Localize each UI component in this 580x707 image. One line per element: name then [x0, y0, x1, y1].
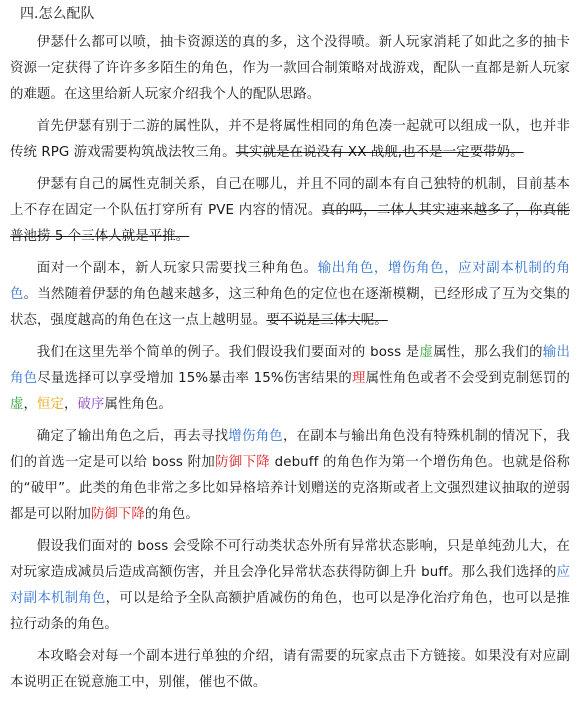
text: 的角色。	[144, 507, 199, 522]
highlight-roles: 输出角色，增伤角色，应对副本机制的角色	[10, 261, 570, 302]
text: 尽量选择可以享受增加 15%暴击率 15%伤害结果的	[37, 371, 353, 386]
separator: ，	[63, 397, 78, 412]
text: 伊瑟有自己的属性克制关系，自己在哪儿，并且不同的副本有自己独特的机制，目前基本上不存在固定一个队伍打穿所有 PVE 内容的情况。	[10, 177, 570, 218]
text: debuff 的角色作为第一个增伤角色。也就是俗称的“破甲”。此类的角色非常之多比如异格培养计划赠送的克洛斯或者上文强烈建议抽取的逆弱都是可以附加	[10, 455, 571, 522]
attribute-void: 虚	[419, 345, 434, 360]
attribute-reason: 理	[352, 371, 366, 386]
text: ，在副本与输出角色没有特殊机制的情况下，我们的首选一定是可以给 boss 附加	[10, 429, 570, 470]
attribute-void: 虚	[10, 397, 24, 412]
strikethrough-text: 其实就是在说没有 XX 战舰,也不是一定要带奶。	[235, 145, 524, 160]
separator: ，	[23, 397, 37, 412]
text: 我们在这里先举个简单的例子。我们假设我们要面对的 boss 是	[36, 345, 420, 360]
attribute-disorder: 破序	[77, 397, 105, 412]
highlight-mechanic-role: 应对副本机制角色	[10, 565, 570, 606]
paragraph-restraint	[10, 172, 570, 250]
section-heading: 四.怎么配队	[20, 6, 95, 22]
highlight-defense-down: 防御下降	[90, 507, 145, 522]
paragraph-three-roles	[10, 256, 570, 334]
strikethrough-text: 要不说是三体大呢。	[266, 313, 388, 328]
strikethrough-text: 真的吗，二体人其实速来越多了，你真能普池捞 5 个三体人就是平推。	[10, 203, 570, 244]
text: 属性，那么我们的	[433, 345, 543, 360]
paragraph-example	[10, 340, 570, 418]
text: 首先伊瑟有别于二游的属性队，并不是将属性相同的角色凑一起就可以组成一队，也并非传统 RPG 游戏需要构筑战法牧三角。	[10, 119, 570, 160]
paragraph-outro: 本攻略会对每一个副本进行单独的介绍，请有需要的玩家点击下方链接。如果没有对应副本说明正在锐意施工中，别催，催也不做。	[10, 649, 570, 690]
highlight-defense-down: 防御下降	[215, 455, 271, 470]
paragraph-buff-role	[10, 424, 570, 528]
highlight-output-role: 输出角色	[10, 345, 570, 386]
highlight-buff-role: 增伤角色	[228, 429, 283, 444]
text: ，可以是给予全队高额护盾减伤的角色，也可以是净化治疗角色，也可以是推拉行动条的角色。	[10, 591, 570, 632]
paragraph-attribute-team	[10, 114, 570, 166]
paragraph-mechanic-role	[10, 534, 570, 638]
attribute-constant: 恒定	[37, 397, 64, 412]
text: 属性角色。	[104, 397, 172, 412]
text: 面对一个副本，新人玩家只需要找三种角色。	[36, 261, 318, 276]
text: 假设我们面对的 boss 会受除不可行动类状态外所有异常状态影响，只是单纯劲儿大，在对玩家造成减员后造成高额伤害，并且会净化异常状态获得防御上升 buff。那么我们选择的	[10, 539, 570, 580]
text: 确定了输出角色之后，再去寻找	[36, 429, 229, 444]
text: 。当然随着伊瑟的角色越来越多，这三种角色的定位也在逐渐模糊，已经形成了互为交集的状态，强度越高的角色在这一点上越明显。	[10, 287, 570, 328]
text: 属性角色或者不会受到克制惩罚的	[365, 371, 570, 386]
paragraph-intro: 伊瑟什么都可以喷，抽卡资源送的真的多，这个没得喷。新人玩家消耗了如此之多的抽卡资源一定获得了许许多多陌生的角色，作为一款回合制策略对战游戏，配队一直都是新人玩家的难题。在这里给新人玩家介绍我个人的配队思路。	[10, 35, 570, 102]
